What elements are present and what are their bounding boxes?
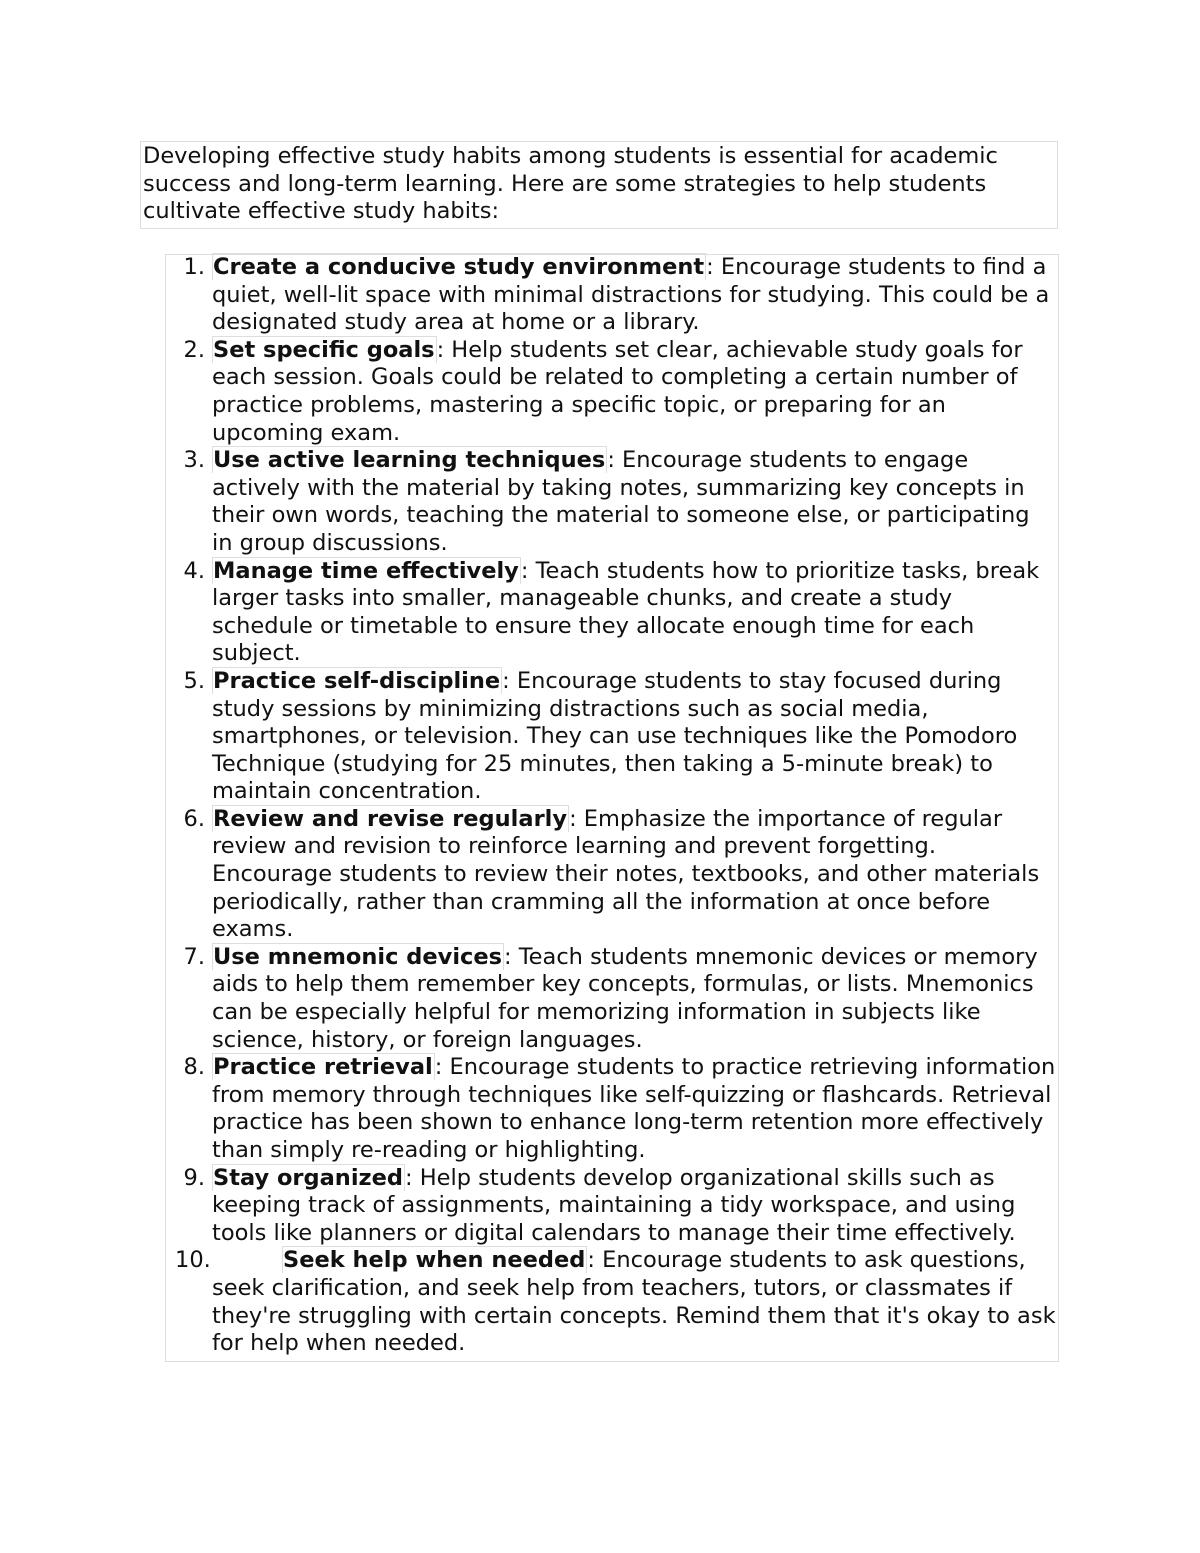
item-number: 5.	[183, 667, 205, 694]
item-number: 8.	[183, 1054, 205, 1081]
list-item	[165, 254, 1059, 337]
list-item	[165, 1165, 1059, 1248]
item-term: Stay organized	[213, 1164, 403, 1191]
list-item	[165, 1054, 1059, 1164]
list-item	[165, 558, 1059, 668]
list-item	[165, 1247, 1059, 1357]
item-text: : Encourage students to ask questions, seek clarification, and seek help from teachers, tutors, or classmates if they're struggling with certain concepts. Remind them that it's okay to ask for help when needed.	[212, 1247, 1056, 1357]
item-text: : Help students set clear, achievable study goals for each session. Goals could be related to completing a certain number of practice problems, mastering a specific topic, or preparing for an upcoming exam.	[212, 336, 1023, 446]
list-item	[165, 447, 1059, 557]
item-number: 1.	[183, 254, 205, 280]
item-term: Manage time effectively	[213, 557, 519, 584]
item-number: 3.	[183, 447, 205, 474]
intro-paragraph: Developing effective study habits among students is essential for academic success and long-term learning. Here are some strategies to help students cultivate effective study habits:	[140, 141, 1058, 229]
item-term: Seek help when needed	[283, 1247, 586, 1274]
item-number: 6.	[183, 805, 205, 832]
item-text: : Encourage students to engage actively with the material by taking notes, summarizing key concepts in their own words, teaching the material to someone else, or participating in group discussions.	[212, 447, 1030, 556]
item-number: 10.	[175, 1247, 211, 1274]
item-term: Create a conducive study environment	[213, 254, 705, 280]
item-text: : Encourage students to stay focused during study sessions by minimizing distractions such as social media, smartphones, or television. They can use techniques like the Pomodoro Technique (studying for 25 minutes, then taking a 5-minute break) to maintain concentration.	[212, 667, 1018, 805]
item-number: 7.	[183, 943, 205, 970]
item-number: 4.	[183, 557, 205, 584]
item-term: Use mnemonic devices	[213, 943, 503, 970]
item-term: Set specific goals	[213, 336, 435, 363]
item-text: : Encourage students to practice retrieving information from memory through techniques like self-quizzing or flashcards. Retrieval practice has been shown to enhance long-term retention more effectively than simply re-reading or highlighting.	[212, 1054, 1056, 1163]
strategy-list	[165, 254, 1059, 1358]
item-text: : Encourage students to find a quiet, well-lit space with minimal distractions for studying. This could be a designated study area at home or a library.	[212, 254, 1050, 336]
list-item	[165, 806, 1059, 944]
item-term: Practice retrieval	[213, 1054, 433, 1081]
item-number: 2.	[183, 336, 205, 363]
item-term: Review and revise regularly	[213, 805, 568, 832]
item-text: : Teach students how to prioritize tasks, break larger tasks into smaller, manageable chunks, and create a study schedule or timetable to ensure they allocate enough time for each subject.	[212, 557, 1040, 667]
item-number: 9.	[183, 1164, 205, 1191]
list-item	[165, 944, 1059, 1054]
item-text: : Teach students mnemonic devices or memory aids to help them remember key concepts, formulas, or lists. Mnemonics can be especially helpful for memorizing information in subjects like science, history, or foreign languages.	[212, 943, 1038, 1053]
item-text: : Emphasize the importance of regular review and revision to reinforce learning and prevent forgetting. Encourage students to review their notes, textbooks, and other materials periodically, rather than cramming all the information at once before exams.	[212, 805, 1040, 943]
list-item	[165, 337, 1059, 447]
item-term: Use active learning techniques	[213, 447, 606, 474]
list-item	[165, 668, 1059, 806]
item-term: Practice self-discipline	[213, 667, 501, 694]
item-text: : Help students develop organizational skills such as keeping track of assignments, maintaining a tidy workspace, and using tools like planners or digital calendars to manage their time effectively.	[212, 1164, 1016, 1246]
